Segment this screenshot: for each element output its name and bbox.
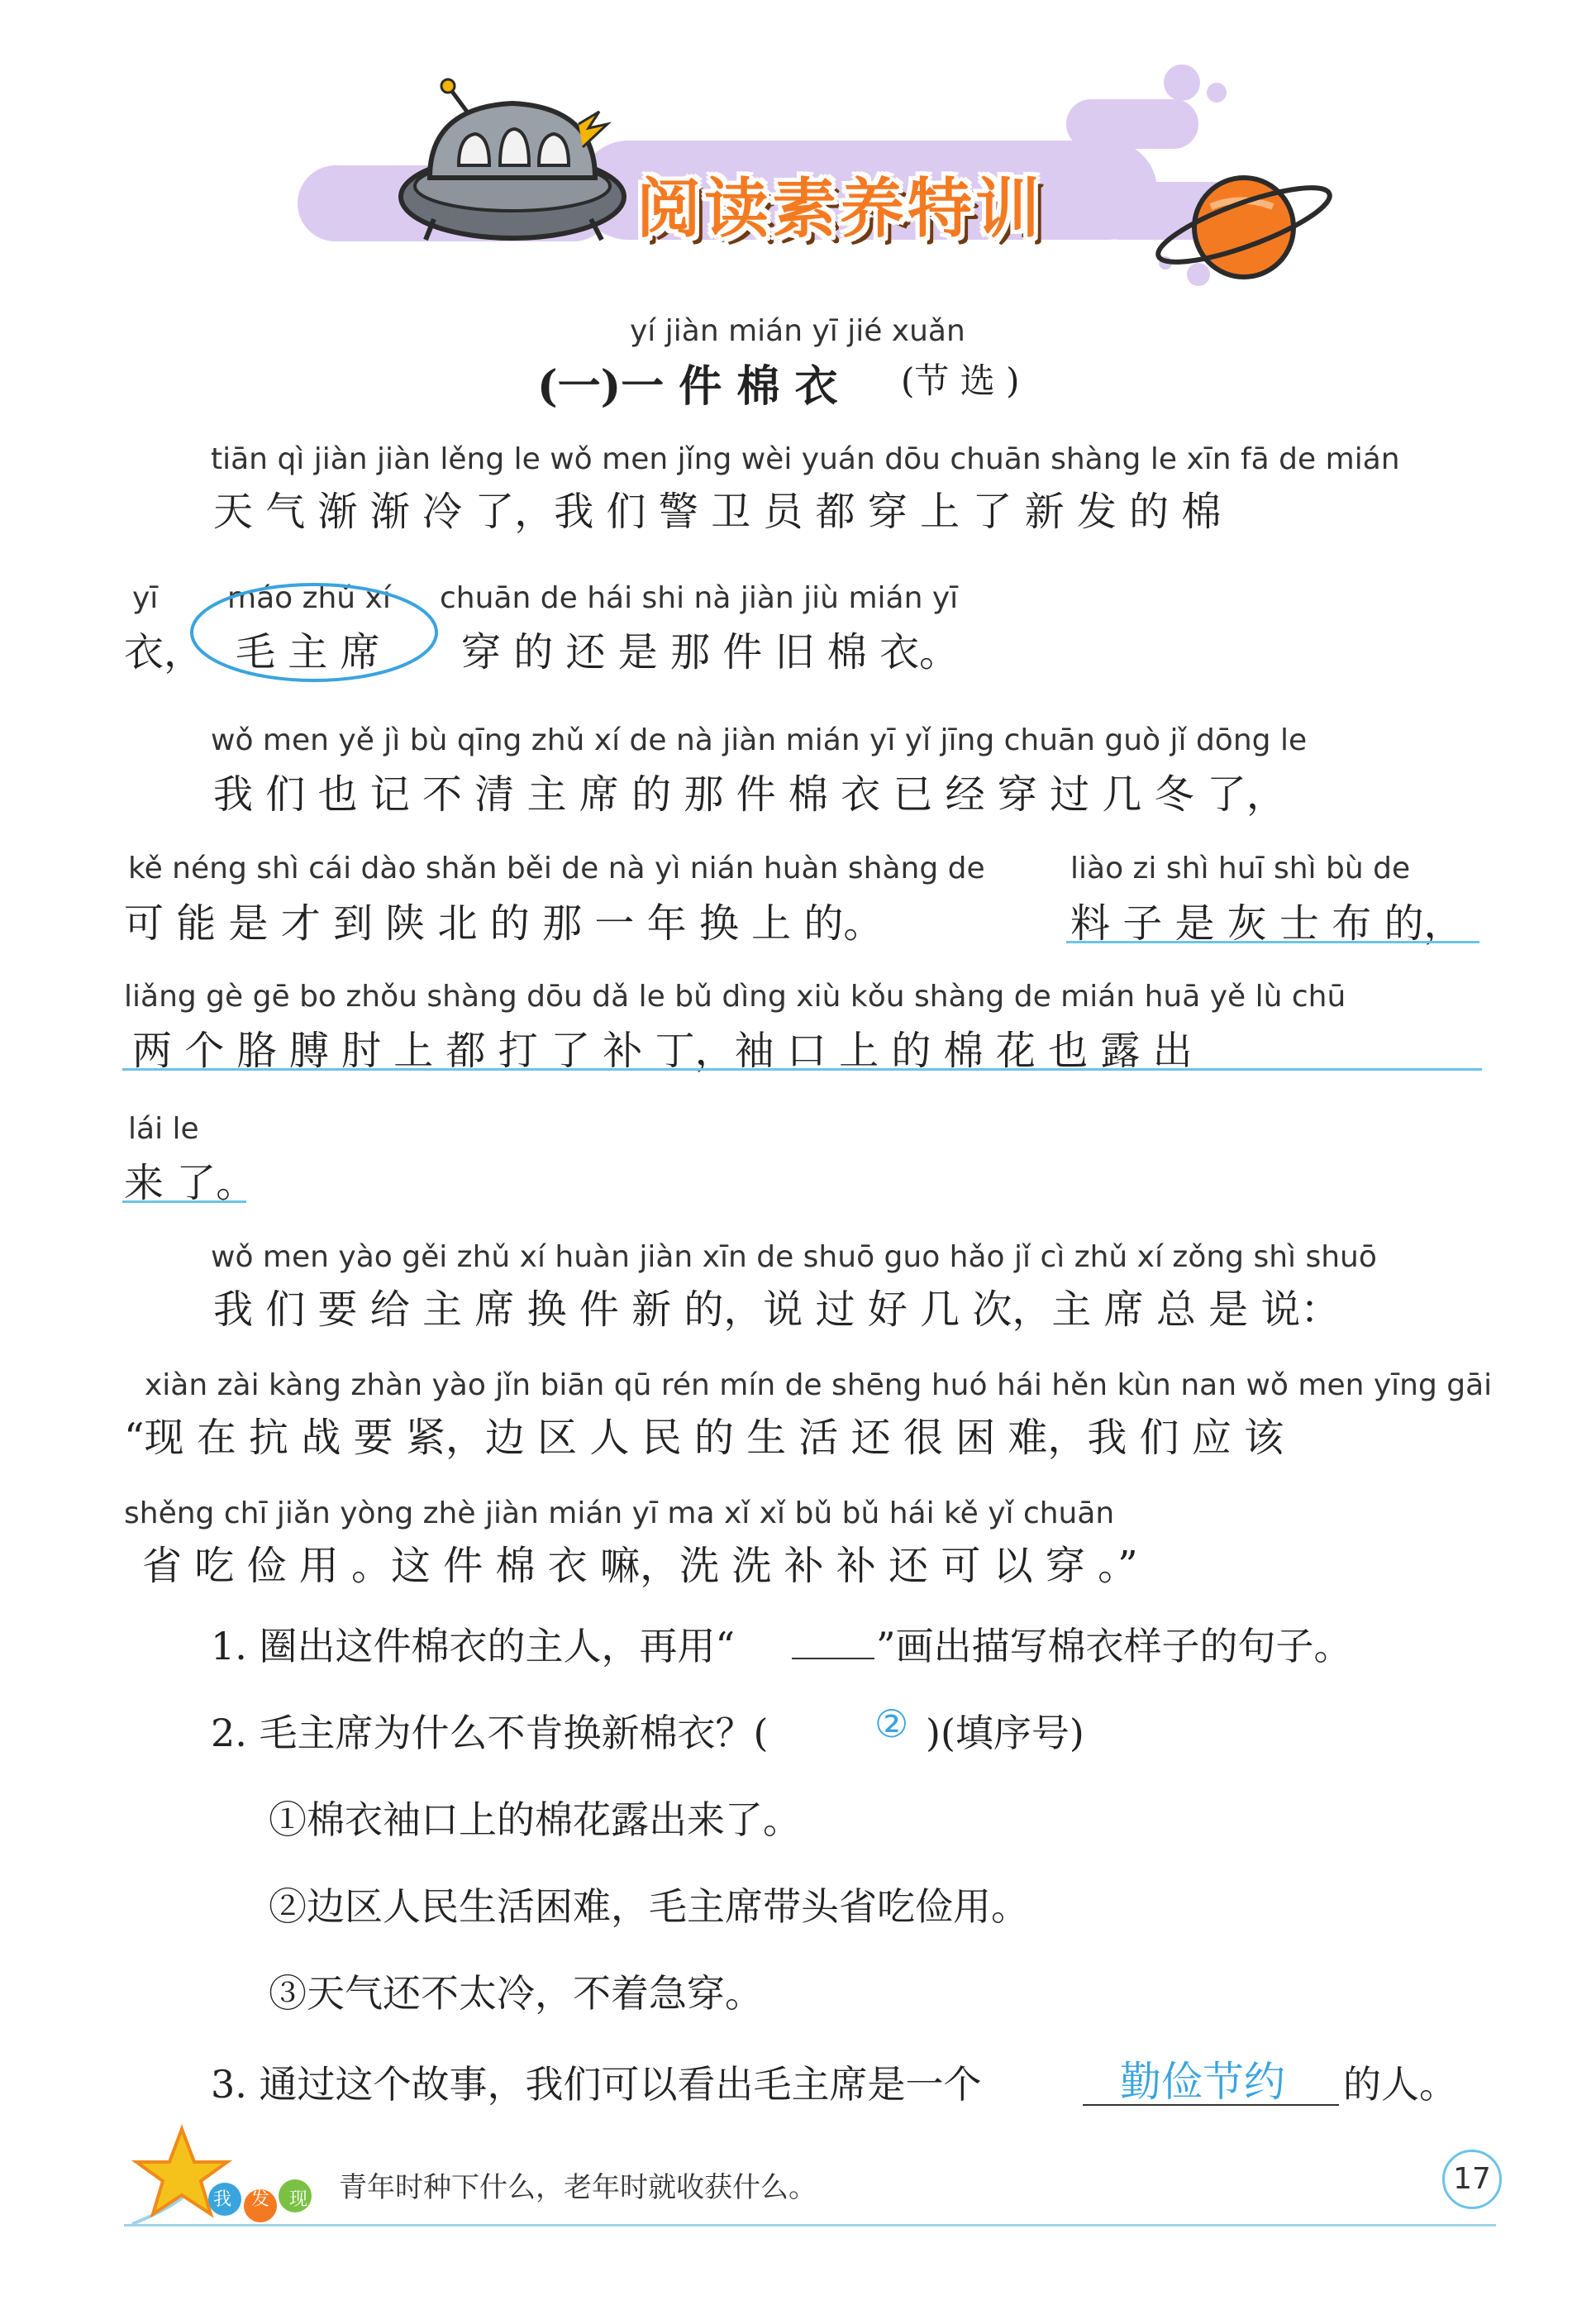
text-line: “现 在 抗 战 要 紧，边 区 人 民 的 生 活 还 很 困 难，我 们 应 该	[124, 1415, 1284, 1461]
pinyin-line: tiān qì jiàn jiàn lěng le wǒ men jǐng wèi yuán dōu chuān shàng le xīn fā de mián	[211, 442, 1400, 476]
text-line: 省 吃 俭 用 。这 件 棉 衣 嘛，洗 洗 补 补 还 可 以 穿 。”	[142, 1543, 1138, 1589]
question-1-rest: ”画出描写棉衣样子的句子。	[876, 1624, 1352, 1668]
text-line: 我 们 也 记 不 清 主 席 的 那 件 棉 衣 已 经 穿 过 几 冬 了，	[213, 771, 1286, 818]
footer-divider	[124, 2224, 1496, 2226]
question-3-rest: 的人。	[1343, 2062, 1457, 2107]
text-line: 穿 的 还 是 那 件 旧 棉 衣。	[461, 629, 960, 675]
footer-quote: 青年时种下什么，老年时就收获什么。	[339, 2171, 817, 2204]
pinyin-line: wǒ men yě jì bù qīng zhǔ xí de nà jiàn mián yī yǐ jīng chuān guò jǐ dōng le	[211, 723, 1308, 757]
pinyin-line: máo zhǔ xí	[227, 581, 391, 615]
pinyin-line: wǒ men yào gěi zhǔ xí huàn jiàn xīn de shuō guo hǎo jǐ cì zhǔ xí zǒng shì shuō	[211, 1240, 1377, 1274]
pinyin-line: shěng chī jiǎn yòng zhè jiàn mián yī ma xǐ xǐ bǔ bǔ hái kě yǐ chuān	[124, 1496, 1115, 1530]
text-line: 天 气 渐 渐 冷 了，我 们 警 卫 员 都 穿 上 了 新 发 的 棉	[213, 489, 1222, 535]
title-pinyin: yí jiàn mián yī jié xuǎn	[630, 314, 965, 348]
owner-answer: 毛 主 席	[236, 629, 380, 675]
ufo-icon	[401, 79, 624, 240]
passage-title-note: (节 选 )	[901, 360, 1020, 401]
page-number: 17	[1442, 2150, 1502, 2209]
banner-title: 阅读素养特训	[636, 172, 1044, 246]
blank-line	[792, 1658, 874, 1659]
pinyin-line: xiàn zài kàng zhàn yào jǐn biān qū rén mín de shēng huó hái hěn kùn nan wǒ men yīng gāi	[145, 1368, 1493, 1402]
pinyin-line: kě néng shì cái dào shǎn běi de nà yì nián huàn shàng de	[128, 852, 985, 885]
pinyin-line: liǎng gè gē bo zhǒu shàng dōu dǎ le bǔ dìng xiù kǒu shàng de mián huā yě lù chū	[124, 980, 1346, 1014]
description-sentence: 来 了。	[124, 1160, 256, 1206]
question-1: 1. 圈出这件棉衣的主人，再用“	[211, 1624, 736, 1668]
pinyin-line: yī	[132, 581, 159, 615]
answer-underline	[1066, 941, 1479, 943]
answer-2: ②	[874, 1701, 909, 1746]
description-sentence: 料 子 是 灰 士 布 的，	[1070, 900, 1464, 947]
pinyin-line: lái le	[128, 1112, 199, 1146]
answer-circle	[186, 579, 442, 686]
answer-underline	[122, 1200, 246, 1203]
option-1: ①棉衣袖口上的棉花露出来了。	[269, 1797, 801, 1842]
answer-3: 勤俭节约	[1120, 2058, 1285, 2106]
option-2: ②边区人民生活困难，毛主席带头省吃俭用。	[269, 1884, 1029, 1929]
pinyin-line: liào zi shì huī shì bù de	[1070, 852, 1411, 885]
star-icon	[124, 2117, 322, 2241]
text-line: 衣，	[124, 629, 204, 675]
question-3: 3. 通过这个故事，我们可以看出毛主席是一个	[211, 2062, 982, 2107]
text-line: 可 能 是 才 到 陕 北 的 那 一 年 换 上 的。	[124, 900, 884, 947]
blank-line	[1083, 2104, 1339, 2106]
option-3: ③天气还不太冷，不着急穿。	[269, 1971, 763, 2016]
question-2-rest: )(填序号)	[926, 1711, 1084, 1755]
passage-title: (一)一 件 棉 衣	[537, 361, 838, 412]
banner-illustration	[0, 0, 1596, 298]
answer-underline	[122, 1068, 1482, 1071]
description-sentence: 两 个 胳 膊 肘 上 都 打 了 补 丁，袖 口 上 的 棉 花 也 露 出	[132, 1028, 1193, 1074]
pinyin-line: chuān de hái shi nà jiàn jiù mián yī	[440, 581, 959, 615]
footer-badge: 我发现	[213, 2189, 328, 2210]
question-2: 2. 毛主席为什么不肯换新棉衣？(	[211, 1711, 769, 1755]
text-line: 我 们 要 给 主 席 换 件 新 的，说 过 好 几 次，主 席 总 是 说：	[213, 1286, 1341, 1333]
